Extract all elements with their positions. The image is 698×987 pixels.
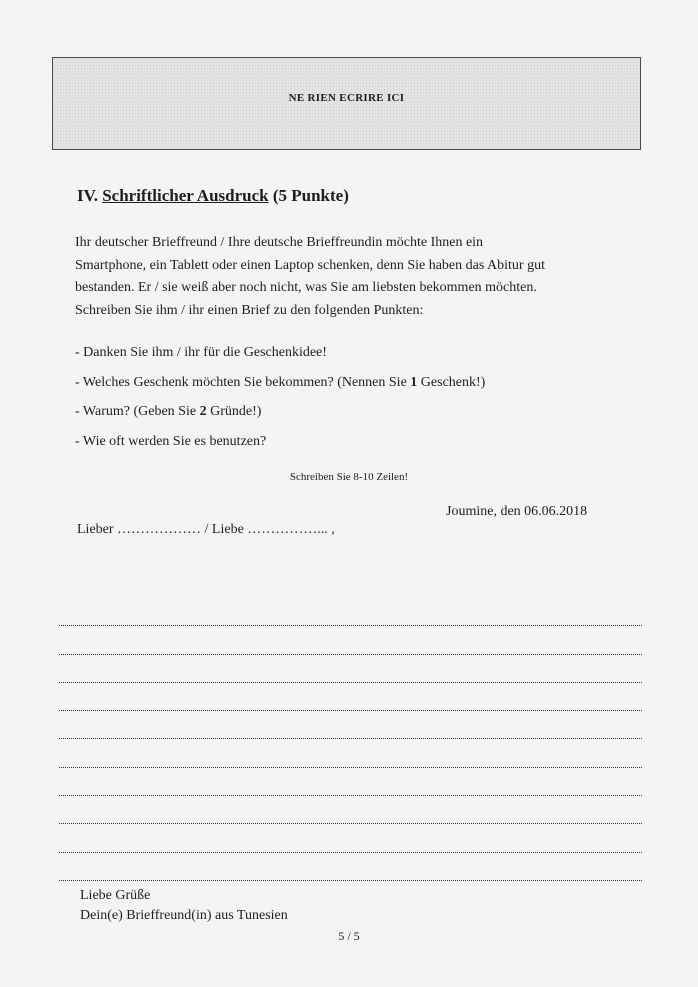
task-points-list — [75, 342, 485, 460]
letter-salutation[interactable]: Lieber ……………… / Liebe ……………... , — [77, 522, 335, 537]
task-point-number: 2 — [199, 404, 207, 419]
task-point-text: Geschenk!) — [417, 374, 486, 390]
no-write-box — [52, 57, 641, 150]
task-point-reasons — [75, 401, 485, 431]
writing-line[interactable] — [59, 853, 642, 881]
task-point-thanks: - Danken Sie ihm / ihr für die Geschenkidee! — [75, 345, 327, 360]
task-point-number: 1 — [410, 374, 418, 390]
task-line: Smartphone, ein Tablett oder einen Laptop schenken, denn Sie haben das Abitur gut — [75, 257, 545, 273]
writing-line[interactable] — [59, 824, 642, 852]
task-line: Ihr deutscher Brieffreund / Ihre deutsche Brieffreundin möchte Ihnen ein — [75, 235, 484, 250]
writing-line[interactable] — [59, 598, 642, 626]
section-number: IV. — [77, 186, 98, 205]
task-line: bestanden. Er / sie weiß aber noch nicht, was Sie am liebsten bekommen möchten. — [75, 280, 537, 295]
task-point-gift — [75, 372, 485, 402]
section-points: (5 Punkte) — [272, 186, 349, 205]
section-name: Schriftlicher Ausdruck — [102, 186, 269, 205]
task-point-text: - Welches Geschenk möchten Sie bekommen? (Nennen Sie — [75, 374, 411, 390]
letter-date: Joumine, den 06.06.2018 — [446, 504, 588, 519]
task-point-text: Gründe!) — [206, 404, 262, 419]
writing-line[interactable] — [59, 739, 642, 767]
task-point-text: - Warum? (Geben Sie — [75, 404, 200, 419]
writing-line[interactable] — [59, 796, 642, 824]
closing-greeting: Liebe Grüße — [80, 888, 151, 903]
writing-line[interactable] — [59, 655, 642, 683]
closing-signature: Dein(e) Brieffreund(in) aus Tunesien — [80, 908, 288, 923]
section-title — [77, 186, 349, 206]
task-point-usage: - Wie oft werden Sie es benutzen? — [75, 433, 267, 449]
line-count-instruction: Schreiben Sie 8-10 Zeilen! — [289, 471, 409, 483]
letter-closing — [80, 886, 288, 926]
task-description — [75, 232, 635, 322]
writing-line[interactable] — [59, 626, 642, 654]
writing-line[interactable] — [59, 768, 642, 796]
page-number: 5 / 5 — [338, 929, 360, 943]
task-line: Schreiben Sie ihm / ihr einen Brief zu den folgenden Punkten: — [75, 302, 424, 318]
writing-line[interactable] — [59, 683, 642, 711]
no-write-label: NE RIEN ECRIRE ICI — [288, 92, 405, 104]
writing-lines[interactable] — [59, 598, 642, 881]
writing-line[interactable] — [59, 711, 642, 739]
